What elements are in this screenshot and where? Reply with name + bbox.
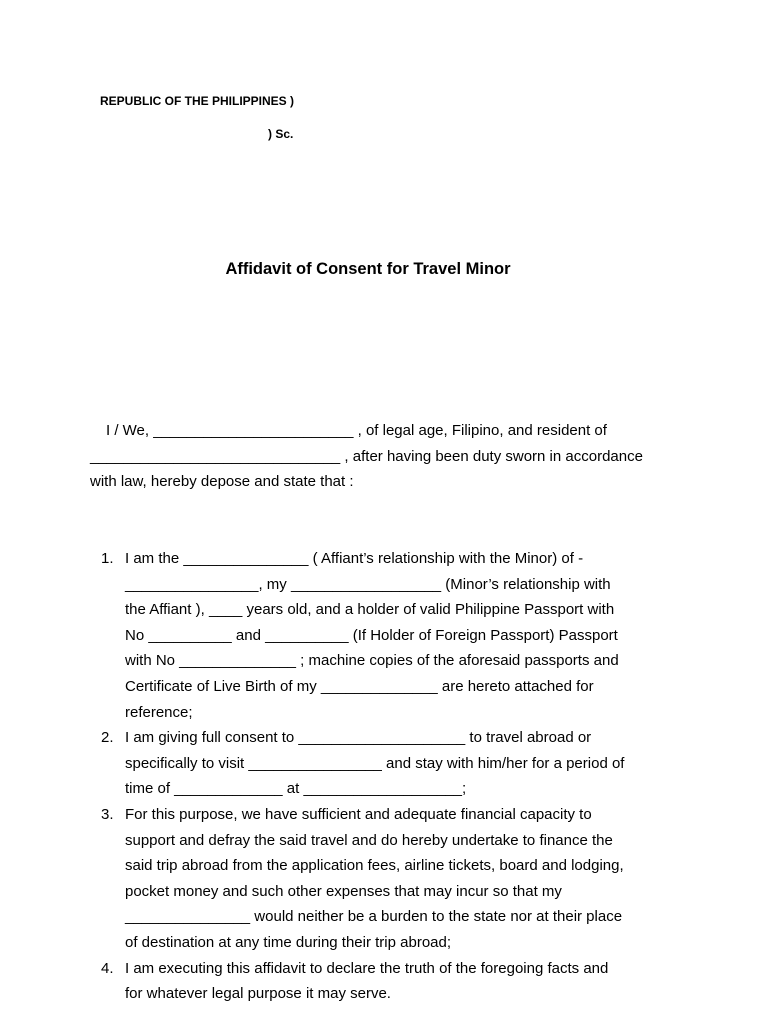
intro-line: ______________________________ , after having been duty sworn in accordance	[90, 447, 643, 465]
item-line: I am the _______________ ( Affiant’s relationship with the Minor) of -	[125, 550, 584, 567]
item-line: specifically to visit ________________ and stay with him/her for a period of	[125, 754, 625, 772]
document-title: Affidavit of Consent for Travel Minor	[225, 260, 511, 278]
intro-line: I / We, ________________________ , of legal age, Filipino, and resident of	[106, 422, 607, 439]
item-line: I am giving full consent to ____________________ to travel abroad or	[125, 729, 592, 747]
item-line: with No ______________ ; machine copies of the aforesaid passports and	[125, 652, 619, 670]
statement-list	[101, 546, 691, 1007]
statement-item	[101, 725, 691, 802]
item-line: said trip abroad from the application fees, airline tickets, board and lodging,	[125, 857, 624, 875]
intro-line: with law, hereby depose and state that :	[90, 473, 354, 491]
statement-item	[101, 546, 691, 725]
item-line: support and defray the said travel and do hereby undertake to finance the	[125, 831, 613, 849]
item-line: pocket money and such other expenses that may incur so that my	[125, 882, 562, 900]
item-number: 4.	[101, 959, 114, 977]
statement-item	[101, 956, 691, 1007]
item-line: _______________ would neither be a burden to the state nor at their place	[125, 908, 623, 926]
item-line: time of _____________ at ___________________;	[125, 780, 467, 798]
item-line: reference;	[125, 703, 193, 721]
venue-header: ) Sc.	[268, 127, 294, 141]
item-line: For this purpose, we have sufficient and adequate financial capacity to	[125, 805, 592, 823]
item-line: No __________ and __________ (If Holder of Foreign Passport) Passport	[125, 626, 618, 644]
statement-item	[101, 802, 691, 956]
item-number: 3.	[101, 805, 114, 823]
jurisdiction-header: REPUBLIC OF THE PHILIPPINES )	[100, 94, 295, 108]
item-line: the Affiant ), ____ years old, and a holder of valid Philippine Passport with	[125, 601, 615, 619]
item-number: 2.	[101, 729, 114, 747]
item-number: 1.	[101, 550, 114, 567]
intro-paragraph	[90, 418, 680, 495]
item-line: I am executing this affidavit to declare the truth of the foregoing facts and	[125, 959, 609, 977]
item-line: for whatever legal purpose it may serve.	[125, 985, 391, 1003]
item-line: of destination at any time during their trip abroad;	[125, 933, 452, 951]
item-line: Certificate of Live Birth of my ______________ are hereto attached for	[125, 677, 594, 695]
item-line: ________________, my __________________ (Minor’s relationship with	[125, 575, 611, 593]
